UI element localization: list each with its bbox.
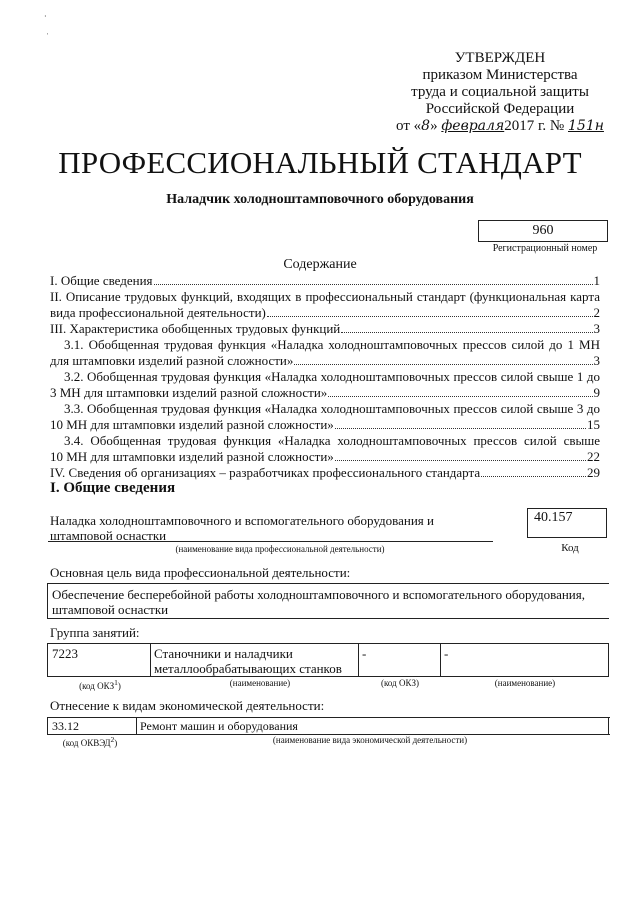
toc-entry[interactable] (50, 385, 600, 401)
page-title: ПРОФЕССИОНАЛЬНЫЙ СТАНДАРТ (58, 145, 582, 180)
caption-text: ) (114, 738, 118, 748)
okved-code-caption (50, 735, 130, 748)
activity-code-box: 40.157 (527, 508, 607, 538)
okz-name-cell: Станочники и наладчики металлообрабатывающих станков (154, 646, 342, 676)
toc-leader (335, 460, 586, 461)
standard-subtitle: Наладчик холодноштамповочного оборудования (166, 192, 474, 207)
scan-mark: ˈ (46, 32, 49, 41)
toc-entry-line[interactable]: 3.4. Обобщенная трудовая функция «Наладка холодноштамповочных прессов силой свыше (64, 433, 600, 448)
toc-entry-line[interactable]: 3.1. Обобщенная трудовая функция «Наладка холодноштамповочных прессов силой до 1 МН (64, 337, 600, 352)
goal-text-box: Обеспечение бесперебойной работы холодноштамповочного и вспомогательного оборудования, штамповой оснастки (47, 583, 609, 619)
toc-entry-text: III. Характеристика обобщенных трудовых функций (50, 321, 341, 336)
toc-entry-text: 10 МН для штамповки изделий разной сложности» (50, 449, 334, 464)
toc-entry[interactable] (50, 449, 600, 465)
toc-page: 15 (587, 417, 600, 432)
goal-label: Основная цель вида профессиональной деятельности: (50, 565, 351, 580)
okz-name-cell: - (444, 646, 449, 661)
toc-entry-line[interactable]: II. Описание трудовых функций, входящих в профессиональный стандарт (функциональная карта (50, 289, 600, 304)
date-year: 2017 г. № (504, 118, 565, 134)
registration-number-label: Регистрационный номер (492, 243, 598, 254)
occupation-group-label: Группа занятий: (50, 625, 140, 640)
approval-date-line (380, 118, 620, 135)
toc-leader (267, 316, 593, 317)
toc-entry[interactable] (50, 321, 600, 337)
activity-underline (48, 541, 493, 542)
approval-line: труда и социальной защиты (411, 84, 589, 100)
okz-code-caption: (код ОКЗ) (381, 678, 419, 688)
toc-entry-text: вида профессиональной деятельности) (50, 305, 266, 320)
toc-leader (341, 332, 592, 333)
okz-name-caption: (наименование) (494, 678, 556, 688)
toc-leader (328, 396, 592, 397)
table-of-contents (50, 273, 600, 481)
toc-entry[interactable] (50, 305, 600, 321)
table-divider (608, 718, 609, 734)
date-prefix: от « (396, 118, 422, 134)
toc-entry-text: для штамповки изделий разной сложности» (50, 353, 294, 368)
section-heading: I. Общие сведения (50, 480, 176, 496)
toc-leader (481, 476, 586, 477)
toc-entry[interactable] (50, 465, 600, 481)
toc-entry-line[interactable]: 3.3. Обобщенная трудовая функция «Наладка холодноштамповочных прессов силой свыше 3 до (64, 401, 600, 416)
approval-block (380, 50, 620, 135)
toc-entry[interactable] (50, 353, 600, 369)
toc-page: 3 (593, 321, 600, 336)
activity-code-caption: Код (561, 542, 579, 554)
toc-leader (154, 284, 593, 285)
approval-line: Российской Федерации (425, 101, 575, 117)
handwritten-day: 8 (421, 118, 431, 134)
activity-name: Наладка холодноштамповочного и вспомогательного оборудования и штамповой оснастки (50, 513, 434, 543)
caption-text: ) (117, 681, 121, 691)
approval-line: приказом Министерства (422, 67, 578, 83)
okved-name-caption: (наименование вида экономической деятельности) (272, 735, 468, 745)
toc-entry-text: IV. Сведения об организациях – разработчиках профессионального стандарта (50, 465, 481, 480)
scan-mark: · (44, 12, 47, 21)
registration-number-box: 960 (478, 220, 608, 242)
approval-line: УТВЕРЖДЕН (454, 50, 546, 66)
toc-entry-text: 10 МН для штамповки изделий разной сложности» (50, 417, 334, 432)
toc-page: 29 (587, 465, 600, 480)
footnote-mark: 1 (114, 678, 118, 687)
okz-code-caption (50, 678, 150, 691)
okz-code-cell: 7223 (52, 646, 78, 661)
toc-page: 9 (593, 385, 600, 400)
toc-heading: Содержание (283, 257, 357, 272)
economic-activity-table (47, 717, 610, 735)
okz-code-cell: - (362, 646, 367, 661)
okved-name-cell: Ремонт машин и оборудования (140, 719, 298, 733)
toc-page: 2 (593, 305, 600, 320)
occupation-group-table (47, 643, 609, 677)
toc-leader (335, 428, 586, 429)
caption-text: (код ОКВЭД (62, 738, 111, 748)
toc-leader (294, 364, 592, 365)
okz-name-caption: (наименование) (229, 678, 291, 688)
handwritten-month: февраля (441, 118, 505, 134)
okved-code-cell: 33.12 (52, 719, 79, 733)
toc-entry[interactable] (50, 417, 600, 433)
activity-name-caption: (наименование вида профессиональной деятельности) (175, 544, 385, 554)
footnote-mark: 2 (110, 735, 115, 744)
toc-page: 1 (593, 273, 600, 288)
economic-activity-label: Отнесение к видам экономической деятельности: (50, 698, 325, 713)
toc-entry[interactable] (50, 273, 600, 289)
toc-page: 22 (587, 449, 600, 464)
toc-entry-text: 3 МН для штамповки изделий разной сложности» (50, 385, 328, 400)
toc-entry-line[interactable]: 3.2. Обобщенная трудовая функция «Наладка холодноштамповочных прессов силой свыше 1 до (64, 369, 600, 384)
date-mid: » (430, 118, 442, 134)
caption-text: (код ОКЗ (79, 681, 115, 691)
toc-entry-text: I. Общие сведения (50, 273, 153, 288)
toc-page: 3 (593, 353, 600, 368)
handwritten-order-number: 151н (568, 118, 604, 134)
